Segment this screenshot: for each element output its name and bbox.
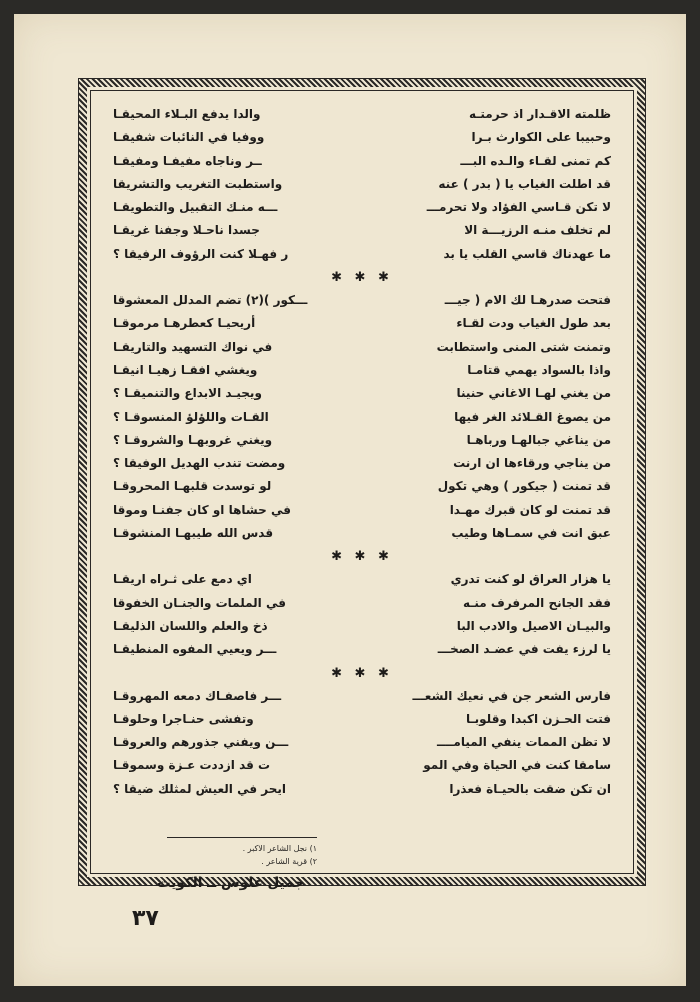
verse-second-hemistich: في نواك التسهيد والتاريقـا bbox=[113, 339, 273, 354]
verse-first-hemistich: فتت الحـزن اكبدا وقلوبـا bbox=[466, 711, 611, 726]
poem-verse bbox=[113, 289, 611, 312]
poem-verse bbox=[113, 359, 611, 382]
poem-verse bbox=[113, 219, 611, 242]
verse-first-hemistich: من يصوغ القـلائد الغر فيها bbox=[454, 409, 611, 424]
verse-second-hemistich: والدا يدفع البـلاء المحيقـا bbox=[113, 107, 261, 121]
verse-first-hemistich: عبق انت في سمـاها وطيب bbox=[451, 526, 611, 541]
stanza-separator: ✱ ✱ ✱ bbox=[331, 270, 393, 286]
poem-verse bbox=[113, 499, 611, 522]
verse-first-hemistich: فارس الشعر جن في نعيك الشعـــ bbox=[412, 688, 611, 703]
poem-verse bbox=[113, 754, 611, 777]
verse-second-hemistich: ـــر ويعيي المفوه المنطيقـا bbox=[113, 642, 277, 657]
verse-second-hemistich: واستطبت التغريب والتشريقا bbox=[113, 176, 283, 191]
verse-first-hemistich: ظلمته الاقـدار اذ حرمتـه bbox=[468, 107, 611, 121]
verse-second-hemistich: ـــه منـك التقبيل والتطويقـا bbox=[113, 200, 278, 215]
poem-verse bbox=[113, 336, 611, 359]
poem-verse bbox=[113, 382, 611, 405]
verse-second-hemistich: أريحيـا كعطرهـا مرموقـا bbox=[113, 316, 256, 331]
verse-second-hemistich: القـات واللؤلؤ المنسوقـا ؟ bbox=[113, 409, 269, 424]
poem-verse bbox=[113, 592, 611, 615]
verse-first-hemistich: لا تظن الممات ينفي الميامــــ bbox=[437, 735, 611, 750]
poem-verse bbox=[113, 731, 611, 754]
verse-second-hemistich: ر فهـلا كنت الرؤوف الرفيقا ؟ bbox=[113, 246, 289, 261]
poem-verse bbox=[113, 196, 611, 219]
verse-first-hemistich: فتحت صدرهـا لك الام ( جيـــ bbox=[444, 293, 611, 308]
verse-first-hemistich: كم تمنى لقـاء والـده البـــ bbox=[460, 153, 611, 168]
verse-first-hemistich: وحبيبا على الكوارث بـرا bbox=[471, 130, 611, 145]
verse-first-hemistich: بعد طول الغياب ودت لقـاء bbox=[456, 316, 611, 331]
verse-first-hemistich: يا لرزء يفت في عضـد الصخـــ bbox=[437, 642, 611, 657]
poem-verse bbox=[113, 452, 611, 475]
page bbox=[14, 14, 686, 986]
poem-verse bbox=[113, 778, 611, 801]
poem-verse bbox=[113, 126, 611, 149]
verse-first-hemistich: من يناجي ورقاءها ان ارنت bbox=[453, 456, 611, 471]
verse-first-hemistich: لم تخلف منـه الرزيـــة الا bbox=[464, 223, 611, 238]
poem-body bbox=[113, 103, 611, 801]
poem-verse bbox=[113, 173, 611, 196]
verse-second-hemistich: ـــن ويفني جذورهم والعروقـا bbox=[113, 735, 289, 750]
verse-first-hemistich: قد تمنت ( جيكور ) وهي تكول bbox=[437, 479, 611, 494]
verse-second-hemistich: قدس الله طيبهـا المنشوقـا bbox=[113, 526, 274, 541]
poem-verse bbox=[113, 312, 611, 335]
page-number: ٣٧ bbox=[132, 906, 159, 931]
poem-verse bbox=[113, 568, 611, 591]
verse-second-hemistich: ذخ والعلم واللسان الذليقـا bbox=[113, 618, 268, 633]
verse-second-hemistich: ـــكور )(٢) تضم المدلل المعشوقا bbox=[113, 293, 308, 308]
poem-verse bbox=[113, 475, 611, 498]
verse-second-hemistich: في حشاها او كان جفنـا وموقا bbox=[113, 502, 291, 517]
verse-second-hemistich: ويجيـد الابداع والتنميقـا ؟ bbox=[113, 386, 262, 401]
footnote: ٢) قرية الشاعر . bbox=[261, 857, 317, 866]
poem-verse bbox=[113, 522, 611, 545]
poem-verse bbox=[113, 708, 611, 731]
verse-first-hemistich: واذا بالسواد يهمي قتامـا bbox=[467, 362, 611, 377]
poem-verse bbox=[113, 406, 611, 429]
verse-first-hemistich: لا تكن قـاسي الفؤاد ولا تحرمـــ bbox=[426, 200, 611, 215]
verse-second-hemistich: وتفشى حنـاجرا وحلوقـا bbox=[113, 711, 254, 726]
verse-second-hemistich: لو توسدت قلبهـا المحروقـا bbox=[113, 479, 272, 494]
poem-verse bbox=[113, 150, 611, 173]
verse-first-hemistich: قد تمنت لو كان قبرك مهـدا bbox=[449, 502, 611, 517]
verse-second-hemistich: ويغشي افقـا زهيـا انيقـا bbox=[113, 362, 258, 377]
footnote: ١) نجل الشاعر الاكبر . bbox=[242, 844, 317, 853]
verse-second-hemistich: ـــر فاصفـاك دمعه المهروقـا bbox=[113, 688, 282, 703]
poem-verse bbox=[113, 615, 611, 638]
decorative-border bbox=[78, 78, 646, 891]
verse-second-hemistich: في الملمات والجنـان الخفوقا bbox=[113, 595, 286, 610]
stanza-separator: ✱ ✱ ✱ bbox=[331, 665, 393, 681]
verse-second-hemistich: ــر وناجاه مفيفـا ومفيقـا bbox=[113, 153, 262, 168]
footnotes bbox=[167, 837, 317, 868]
verse-first-hemistich: قد اطلت الغياب يا ( بدر ) عنه bbox=[438, 176, 611, 191]
poem-verse bbox=[113, 685, 611, 708]
verse-second-hemistich: ت قد ازددت عـزة وسموقـا bbox=[113, 758, 271, 773]
verse-second-hemistich: ايحر في العيش لمثلك ضيقا ؟ bbox=[113, 781, 286, 796]
poem-verse bbox=[113, 429, 611, 452]
poem-verse bbox=[113, 638, 611, 661]
verse-first-hemistich: من يناغي جبالهـا ورباهـا bbox=[466, 432, 611, 447]
verse-second-hemistich: جسدا ناحـلا وجفنا غريقـا bbox=[113, 223, 260, 238]
poem-verse bbox=[113, 243, 611, 266]
verse-second-hemistich: ويغني غروبهـا والشروقـا ؟ bbox=[113, 432, 273, 447]
verse-first-hemistich: فقد الجانح المرفرف منـه bbox=[463, 595, 611, 610]
verse-first-hemistich: سامقا كنت في الحياة وفي المو bbox=[423, 758, 611, 773]
stanza-separator: ✱ ✱ ✱ bbox=[331, 549, 393, 565]
author-signature: جميل علوش ــ الكويت bbox=[157, 875, 304, 891]
verse-first-hemistich: يا هزار العراق لو كنت تدري bbox=[450, 572, 611, 587]
verse-second-hemistich: ومضت تندب الهديل الوفيقا ؟ bbox=[113, 456, 286, 471]
verse-first-hemistich: والبيـان الاصيل والادب البا bbox=[456, 618, 611, 633]
verse-second-hemistich: ووفيا في النائبات شفيقـا bbox=[113, 130, 265, 145]
poem-verse bbox=[113, 103, 611, 126]
verse-second-hemistich: اي دمع على ثـراه اريقـا bbox=[113, 572, 252, 587]
verse-first-hemistich: وتمنت شتى المنى واستطابت bbox=[436, 339, 611, 354]
verse-first-hemistich: ان تكن ضقت بالحيـاة فعذرا bbox=[449, 781, 611, 796]
verse-first-hemistich: من يغني لهـا الاغاني حنينا bbox=[456, 386, 611, 401]
verse-first-hemistich: ما عهدناك قاسي القلب يا بد bbox=[443, 246, 611, 261]
